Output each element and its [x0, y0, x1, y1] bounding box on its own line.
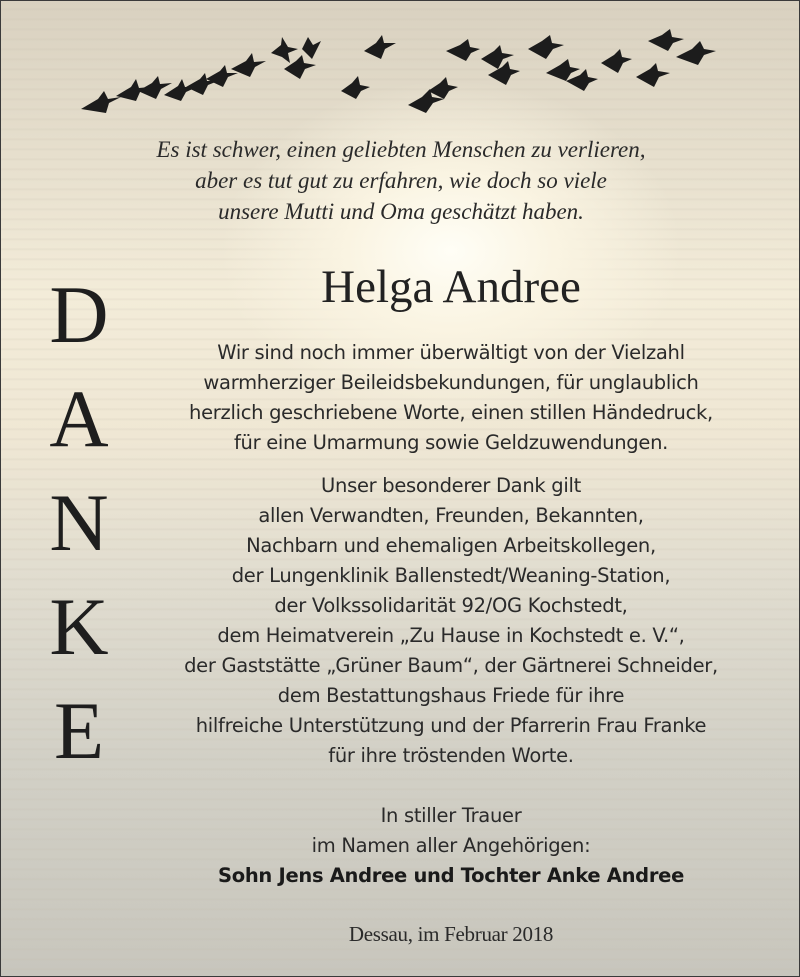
special-thanks-line: Nachbarn und ehemaligen Arbeitskollegen,	[246, 534, 656, 557]
special-thanks-line: allen Verwandten, Freunden, Bekannten,	[258, 504, 644, 527]
thanks-paragraph	[131, 338, 771, 458]
special-thanks-line: Unser besonderer Dank gilt	[321, 474, 581, 497]
thanks-line: für eine Umarmung sowie Geldzuwendungen.	[233, 431, 669, 454]
special-thanks-line: der Lungenklinik Ballenstedt/Weaning-Station,	[231, 564, 671, 587]
special-thanks-line: der Gaststätte „Grüner Baum“, der Gärtnerei Schneider,	[184, 654, 718, 677]
quote-line: Es ist schwer, einen geliebten Menschen zu verlieren,	[156, 137, 646, 162]
flying-birds-illustration	[76, 21, 726, 131]
special-thanks-line: hilfreiche Unterstützung und der Pfarrerin Frau Franke	[195, 714, 707, 737]
signers: Sohn Jens Andree und Tochter Anke Andree	[218, 864, 684, 887]
danke-letter: K	[49, 581, 109, 672]
place-date: Dessau, im Februar 2018	[348, 922, 554, 946]
mourning-block	[131, 801, 771, 891]
deceased-name: Helga Andree	[321, 261, 581, 313]
danke-letter: N	[49, 477, 109, 568]
quote-line: aber es tut gut zu erfahren, wie doch so viele	[195, 168, 607, 193]
thanks-line: warmherziger Beileidsbekundungen, für unglaublich	[203, 371, 699, 394]
special-thanks-line: für ihre tröstenden Worte.	[328, 744, 574, 767]
special-thanks-line: dem Heimatverein „Zu Hause in Kochstedt e. V.“,	[217, 624, 685, 647]
thanks-line: herzlich geschriebene Worte, einen stillen Händedruck,	[189, 401, 713, 424]
special-thanks-line: der Volkssolidarität 92/OG Kochstedt,	[274, 594, 628, 617]
danke-vertical-heading	[39, 263, 119, 783]
opening-quote	[1, 134, 800, 227]
thanks-line: Wir sind noch immer überwältigt von der Vielzahl	[217, 341, 685, 364]
mourning-line: im Namen aller Angehörigen:	[311, 834, 591, 857]
special-thanks-paragraph	[131, 471, 771, 771]
danke-letter: E	[53, 685, 105, 776]
quote-line: unsere Mutti und Oma geschätzt haben.	[218, 199, 584, 224]
special-thanks-line: dem Bestattungshaus Friede für ihre	[277, 684, 625, 707]
mourning-line: In stiller Trauer	[380, 804, 522, 827]
danke-letter: D	[49, 269, 109, 360]
danke-letter: A	[49, 373, 109, 464]
